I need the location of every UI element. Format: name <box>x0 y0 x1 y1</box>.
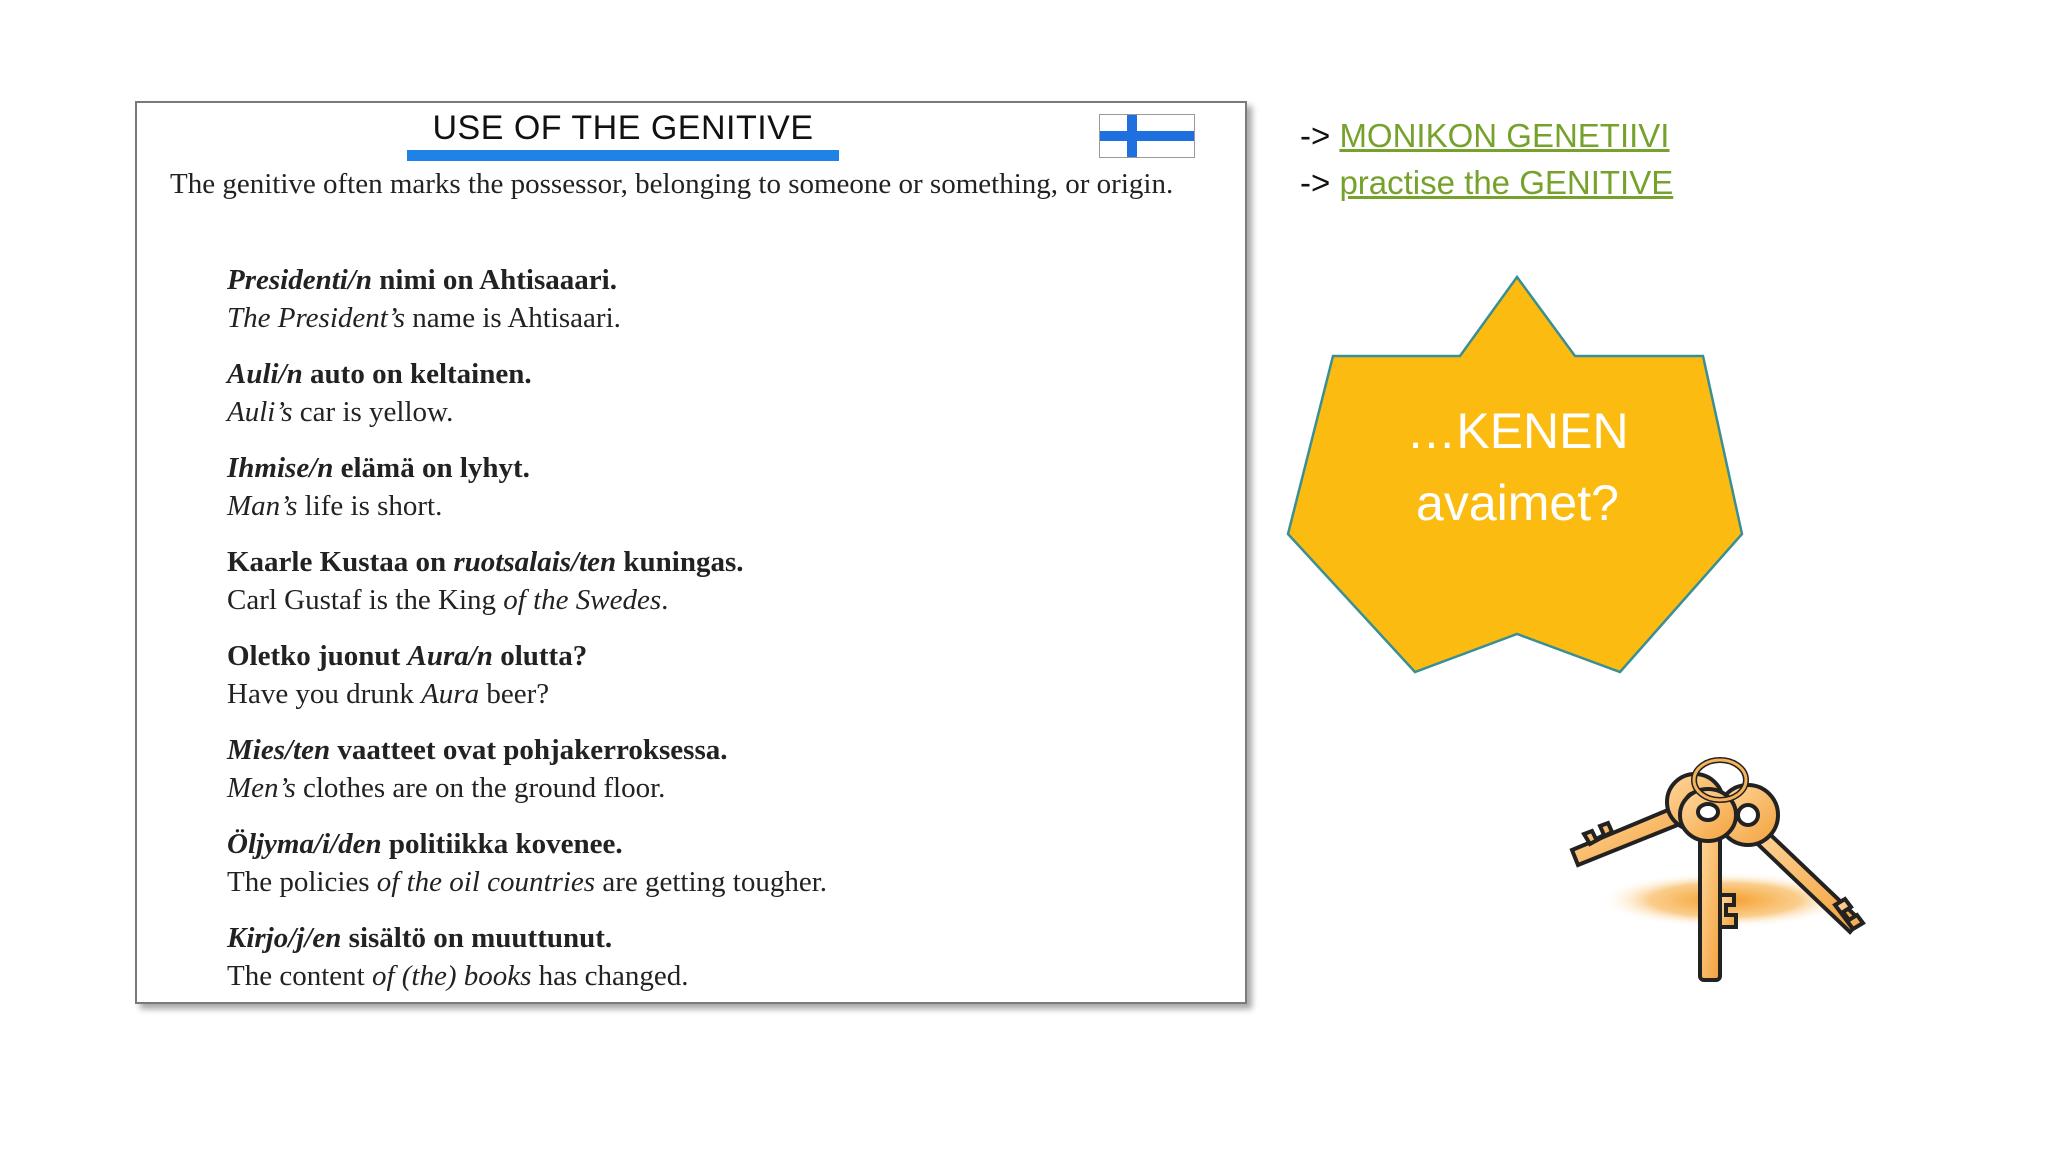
sentence-segment: ruotsalais/ten <box>453 546 617 578</box>
sentence-segment: Aura <box>421 678 480 710</box>
english-translation <box>227 863 1227 901</box>
sentence-segment: Carl Gustaf is the King <box>227 584 504 616</box>
finnish-sentence <box>227 261 1227 299</box>
intro-text: The genitive often marks the possessor, belonging to someone or something, or origin. <box>170 168 1174 200</box>
sentence-segment: Men’s <box>227 772 296 804</box>
sentence-segment: Öljyma/i/den <box>227 828 382 860</box>
english-translation <box>227 393 1227 431</box>
sentence-segment: are getting tougher. <box>595 866 828 898</box>
star-line-2: avaimet? <box>1416 475 1619 531</box>
link-arrow: -> <box>1300 117 1331 154</box>
english-translation <box>227 957 1227 995</box>
example-item <box>227 261 1227 355</box>
sentence-segment: politiikka kovenee. <box>381 828 623 860</box>
link-row <box>1300 159 1673 206</box>
monikon-genetiivi-link[interactable]: MONIKON GENETIIVI <box>1339 117 1670 154</box>
keys-clipart-icon <box>1560 720 1890 990</box>
sentence-segment: has changed. <box>531 960 689 992</box>
example-item <box>227 825 1227 919</box>
link-row <box>1300 112 1673 159</box>
sentence-segment: vaatteet ovat pohjakerroksessa. <box>330 734 728 766</box>
star-line-1: …KENEN <box>1406 403 1629 459</box>
sentence-segment: of the Swedes <box>503 584 662 616</box>
example-item <box>227 449 1227 543</box>
sentence-segment: Auli’s <box>227 396 293 428</box>
sentence-segment: Have you drunk <box>227 678 422 710</box>
finnish-sentence <box>227 543 1227 581</box>
sentence-segment: of (the) books <box>371 960 532 992</box>
sentence-segment: Aura/n <box>407 640 493 672</box>
english-translation <box>227 299 1227 337</box>
finnish-sentence <box>227 449 1227 487</box>
sentence-segment: auto on keltainen. <box>302 358 532 390</box>
sentence-segment: The President’s <box>227 302 406 334</box>
finnish-sentence <box>227 825 1227 863</box>
link-list <box>1300 112 1673 206</box>
example-item <box>227 637 1227 731</box>
sentence-segment: clothes are on the ground floor. <box>295 772 666 804</box>
sentence-segment: The policies <box>227 866 377 898</box>
english-translation <box>227 487 1227 525</box>
sentence-segment: name is Ahtisaari. <box>405 302 621 334</box>
finnish-sentence <box>227 355 1227 393</box>
sentence-segment: life is short. <box>297 490 443 522</box>
example-item <box>227 919 1227 1013</box>
finland-flag-icon <box>1099 114 1195 158</box>
sentence-segment: nimi on Ahtisaaari. <box>372 264 617 296</box>
example-item <box>227 731 1227 825</box>
sentence-segment: sisältö on muuttunut. <box>341 922 613 954</box>
example-list <box>227 261 1227 1013</box>
link-arrow: -> <box>1300 164 1331 201</box>
practise-genitive-link[interactable]: practise the GENITIVE <box>1339 164 1674 201</box>
document-title: USE OF THE GENITIVE <box>432 109 814 147</box>
sentence-segment: Kirjo/j/en <box>227 922 342 954</box>
example-item <box>227 355 1227 449</box>
sentence-segment: The content <box>227 960 372 992</box>
sentence-segment: of the oil countries <box>376 866 596 898</box>
sentence-segment: beer? <box>479 678 550 710</box>
example-item <box>227 543 1227 637</box>
sentence-segment: car is yellow. <box>292 396 454 428</box>
title-underline-bar <box>407 150 839 161</box>
finnish-sentence <box>227 919 1227 957</box>
sentence-segment: olutta? <box>492 640 588 672</box>
english-translation <box>227 581 1227 619</box>
sentence-segment: Oletko juonut <box>227 640 408 672</box>
finnish-sentence <box>227 731 1227 769</box>
sentence-segment: Ihmise/n <box>227 452 334 484</box>
sentence-segment: . <box>661 584 669 616</box>
sentence-segment: Auli/n <box>227 358 303 390</box>
sentence-segment: Mies/ten <box>227 734 331 766</box>
star-callout-text <box>1385 395 1650 539</box>
sentence-segment: Presidenti/n <box>227 264 373 296</box>
sentence-segment: Man’s <box>227 490 298 522</box>
sentence-segment: elämä on lyhyt. <box>333 452 530 484</box>
sentence-segment: Kaarle Kustaa on <box>227 546 454 578</box>
genitive-document <box>135 101 1247 1004</box>
sentence-segment: kuningas. <box>616 546 744 578</box>
english-translation <box>227 769 1227 807</box>
finnish-sentence <box>227 637 1227 675</box>
english-translation <box>227 675 1227 713</box>
